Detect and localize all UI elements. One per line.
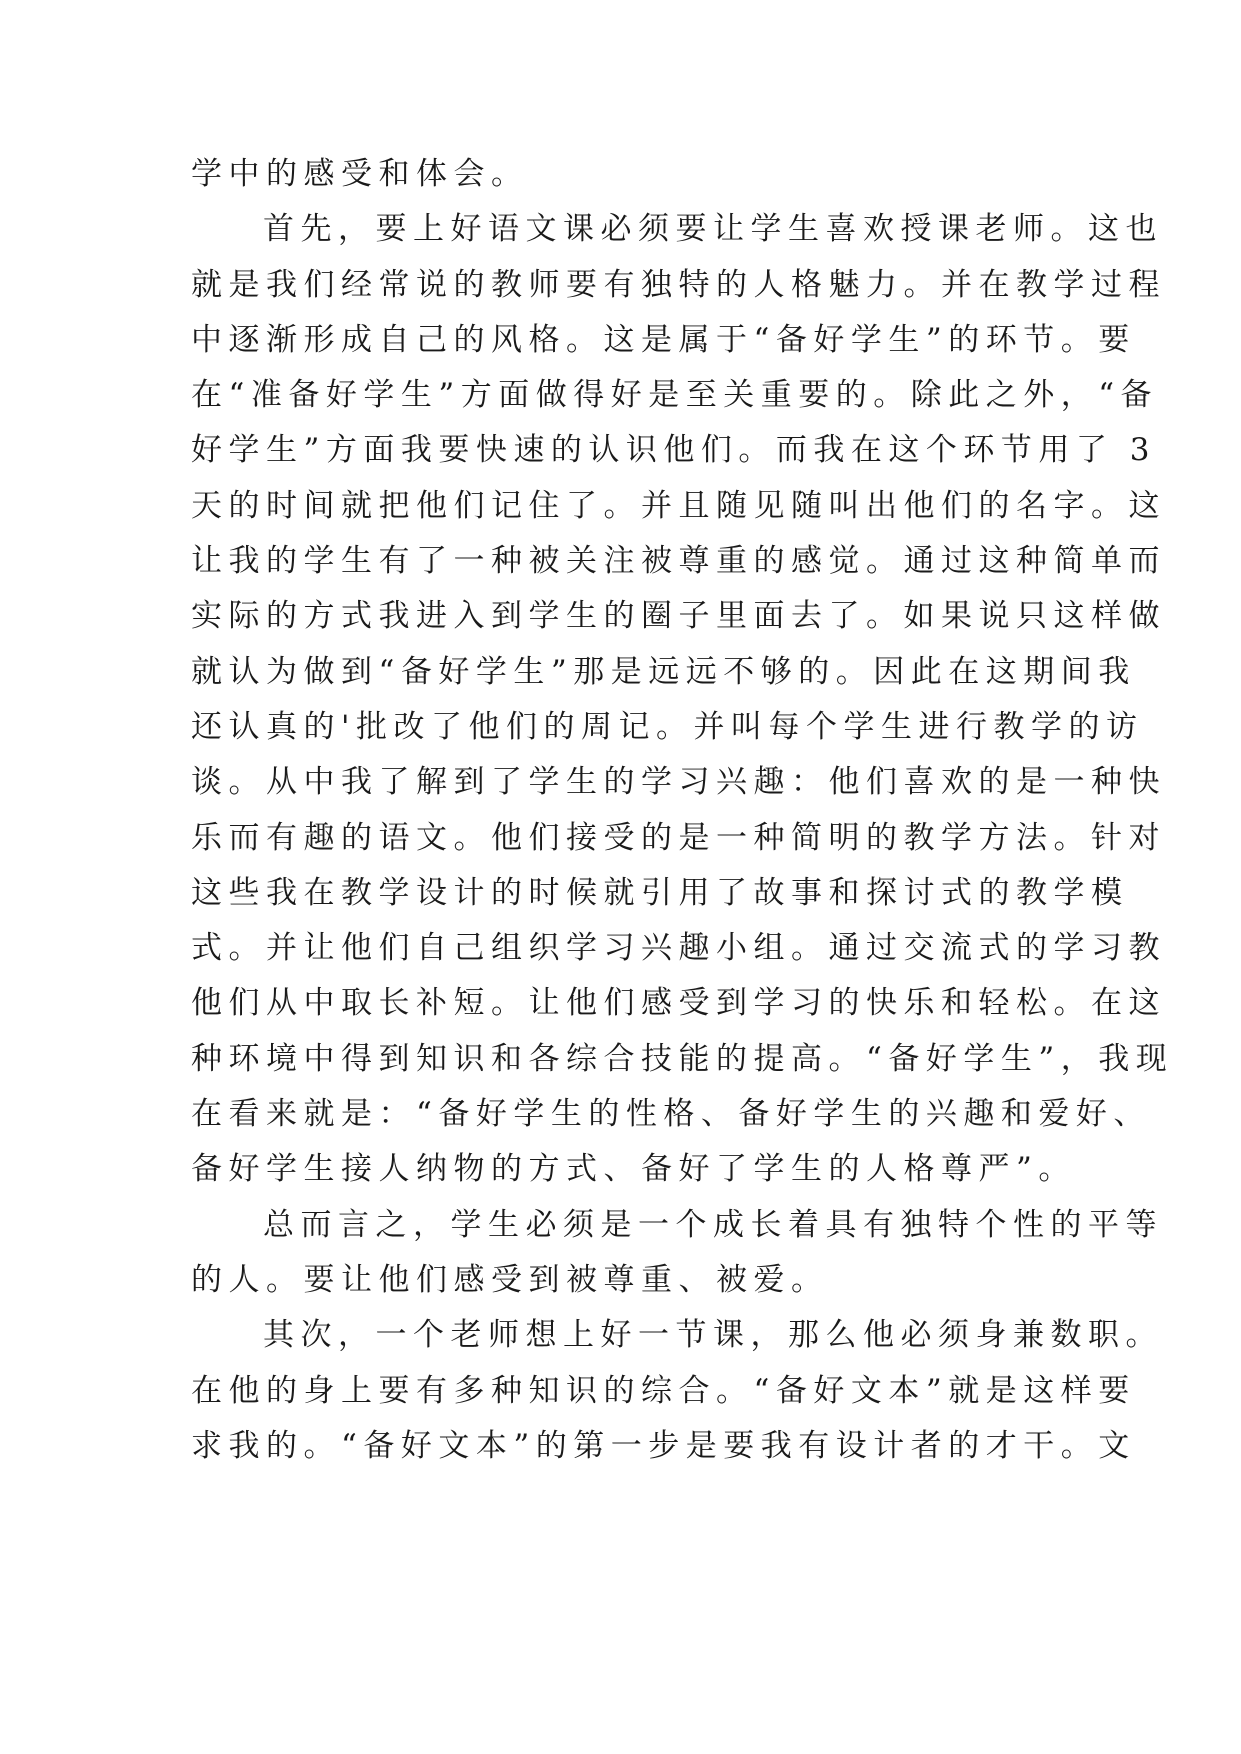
body-text	[191, 147, 1174, 1474]
text-line: 就认为做到“备好学生”那是远远不够的。因此在这期间我	[191, 653, 1136, 690]
text-line: 天的时间就把他们记住了。并且随见随叫出他们的名字。这	[191, 487, 1166, 524]
text-line: 总而言之，学生必须是一个成长着具有独特个性的平等	[263, 1206, 1163, 1243]
text-line: 谈。从中我了解到了学生的学习兴趣：他们喜欢的是一种快	[191, 764, 1166, 801]
text-line: 在“准备好学生”方面做得好是至关重要的。除此之外，“备	[191, 377, 1159, 414]
text-line: 让我的学生有了一种被关注被尊重的感觉。通过这种简单而	[191, 543, 1166, 580]
text-line: 在看来就是：“备好学生的性格、备好学生的兴趣和爱好、	[191, 1096, 1151, 1133]
text-line: 式。并让他们自己组织学习兴趣小组。通过交流式的学习教	[191, 930, 1166, 967]
text-line: 的人。要让他们感受到被尊重、被爱。	[191, 1261, 829, 1298]
text-line: 首先，要上好语文课必须要让学生喜欢授课老师。这也	[263, 211, 1163, 248]
text-line: 在他的身上要有多种知识的综合。“备好文本”就是这样要	[191, 1372, 1136, 1409]
text-line: 他们从中取长补短。让他们感受到学习的快乐和轻松。在这	[191, 985, 1166, 1022]
text-line: 乐而有趣的语文。他们接受的是一种简明的教学方法。针对	[191, 819, 1166, 856]
text-line: 好学生”方面我要快速的认识他们。而我在这个环节用了 3	[191, 432, 1156, 469]
text-line: 其次，一个老师想上好一节课，那么他必须身兼数职。	[263, 1317, 1163, 1354]
text-line: 还认真的'批改了他们的周记。并叫每个学生进行教学的访	[191, 708, 1144, 745]
text-line: 求我的。“备好文本”的第一步是要我有设计者的才干。文	[191, 1427, 1136, 1464]
text-line: 实际的方式我进入到学生的圈子里面去了。如果说只这样做	[191, 598, 1166, 635]
text-line: 学中的感受和体会。	[191, 156, 529, 192]
text-line: 就是我们经常说的教师要有独特的人格魅力。并在教学过程	[191, 266, 1166, 303]
text-line: 中逐渐形成自己的风格。这是属于“备好学生”的环节。要	[191, 321, 1136, 358]
text-line: 这些我在教学设计的时候就引用了故事和探讨式的教学模	[191, 874, 1129, 911]
text-line: 种环境中得到知识和各综合技能的提高。“备好学生”，我现	[191, 1040, 1174, 1077]
text-line: 备好学生接人纳物的方式、备好了学生的人格尊严”。	[191, 1151, 1076, 1188]
